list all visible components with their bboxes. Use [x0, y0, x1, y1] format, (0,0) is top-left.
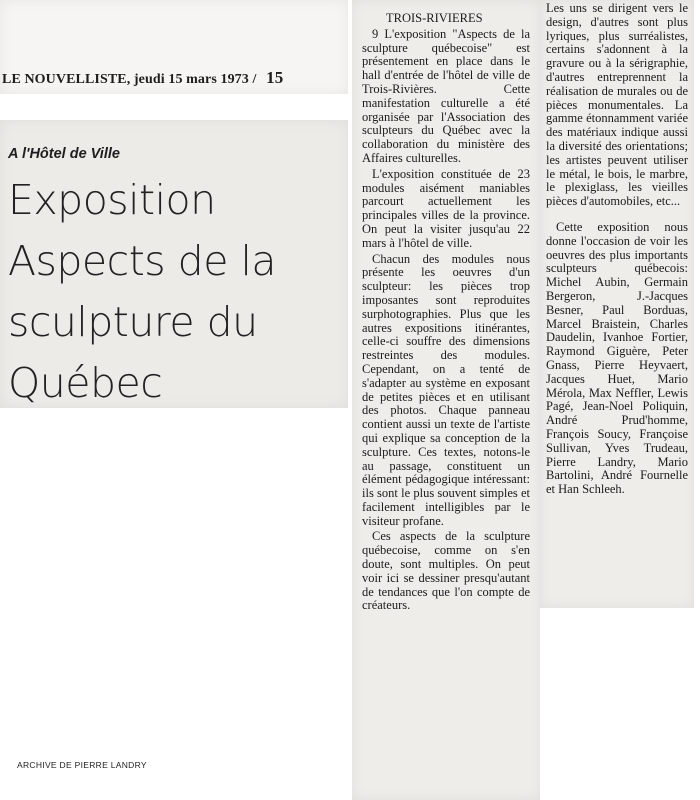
- paragraph: Ces aspects de la sculpture québecoise, comme on s'en doute, sont multiples. On peut voir ici se dessiner presqu'autant de tendances que l'on compte de créateurs.: [362, 529, 530, 613]
- paragraph: Les uns se dirigent vers le design, d'autres sont plus lyriques, plus surréalistes, certains s'adonnent à la gravure ou à la sérigraphie, d'autres entreprennent la réalisation de murales ou de pièces monumentales. La gamme étonnamment variée des matériaux indique aussi la diversité des orientations; les artistes peuvent utiliser le métal, le bois, le marbre, le plexiglass, les vieilles pièces d'automobiles, etc...: [546, 1, 688, 209]
- headline-line: Aspects de la: [8, 237, 276, 285]
- kicker: A l'Hôtel de Ville: [8, 146, 120, 162]
- article-column-1: [362, 12, 530, 613]
- masthead-text: LE NOUVELLISTE, jeudi 15 mars 1973: [2, 72, 249, 87]
- headline-line: sculpture du: [8, 298, 258, 346]
- headline-line: Québec: [8, 359, 163, 407]
- masthead: [2, 68, 283, 88]
- archive-credit: ARCHIVE DE PIERRE LANDRY: [17, 760, 147, 770]
- paragraph: Chacun des modules nous présente les oeuvres d'un sculpteur: les pièces trop imposantes sont reproduites surphotographies. Plus que les autres expositions itinérantes, celle-ci souffre des dimensions restreintes des modules. Cependant, on a tenté de s'adapter au système en exposant de petites pièces et en utilisant des photos. Chaque panneau contient aussi un texte de l'artiste qui explique sa conception de la sculpture. Ces textes, notons-le au passage, constituent un élément pédagogique intéressant: ils sont le plus souvent simples et facilement intelligibles par le visiteur profane.: [362, 251, 530, 528]
- paragraph: 9 L'exposition "Aspects de la sculpture québecoise" est présentement en place dans le hall d'entrée de l'hôtel de ville de Trois-Rivières. Cette manifestation culturelle a été organisée par l'Association des sculpteurs du Québec avec la collaboration du ministère des Affaires culturelles.: [362, 26, 530, 165]
- page-number: 15: [266, 68, 284, 87]
- paragraph: L'exposition constituée de 23 modules aisément maniables parcourt actuellement les principales villes de la province. On peut la visiter jusqu'au 22 mars à l'hôtel de ville.: [362, 166, 530, 250]
- dateline: TROIS-RIVIERES: [386, 11, 483, 25]
- masthead-separator: /: [252, 72, 257, 87]
- paragraph: Cette exposition nous donne l'occasion de voir les oeuvres des plus importants sculpteurs québecois: Michel Aubin, Germain Bergeron, J.-Jacques Besner, Paul Borduas, Marcel Braistein, Charles Daudelin, Ivanhoe Fortier, Raymond Giguère, Peter Gnass, Pierre Heyvaert, Jacques Huet, Mario Mérola, Max Neffler, Lewis Pagé, Jean-Noel Poliquin, André Prud'homme, François Soucy, Françoise Sullivan, Yves Trudeau, Pierre Landry, Mario Bartolini, André Fournelle et Han Schleeh.: [546, 219, 688, 497]
- article-column-2: [546, 2, 688, 497]
- headline-line: Exposition: [8, 176, 216, 224]
- headline: [8, 170, 344, 414]
